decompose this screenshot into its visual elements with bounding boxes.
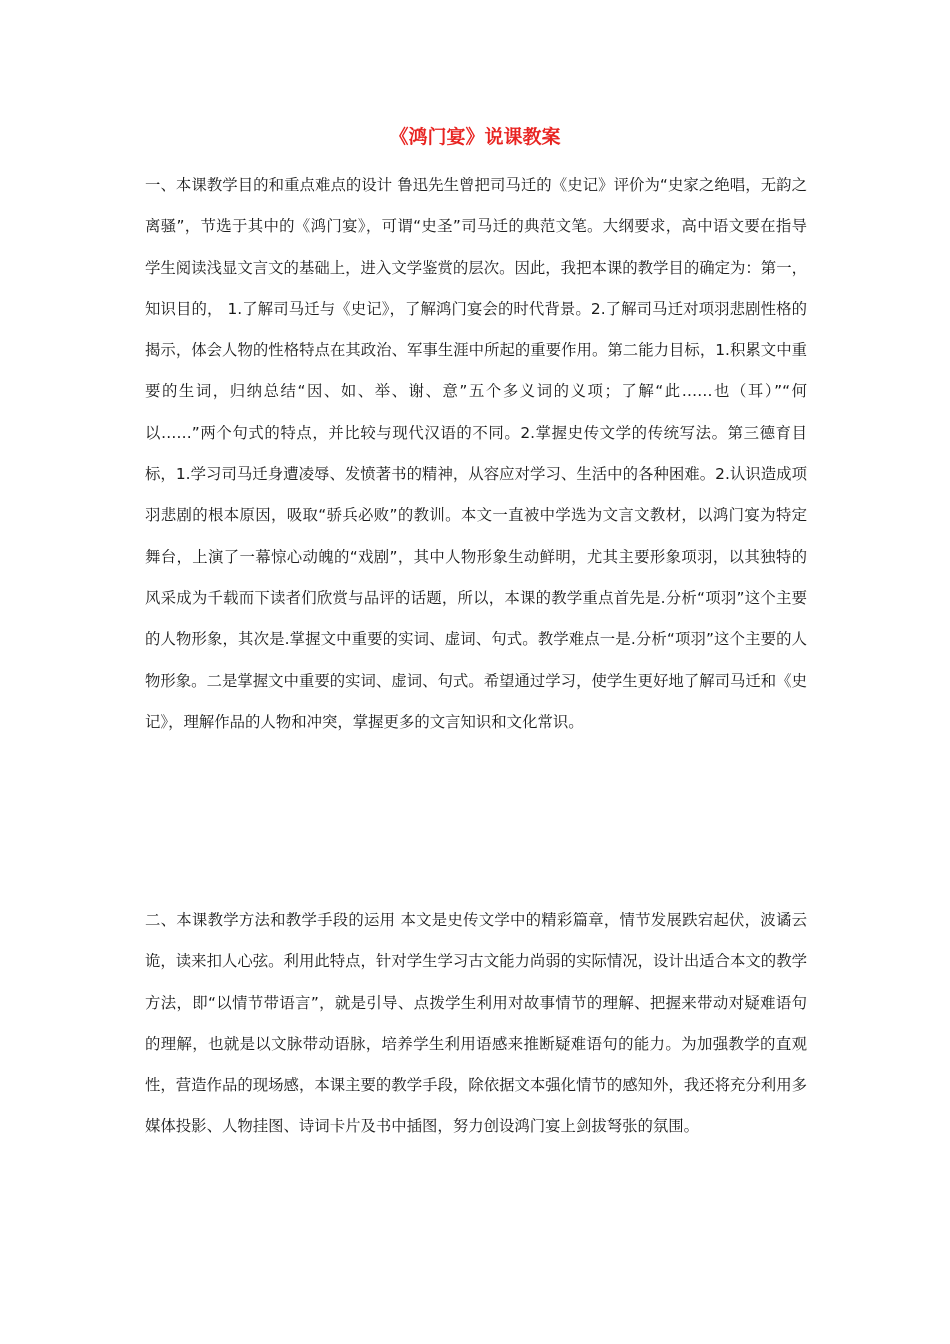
paragraph-teaching-goals: 一、本课教学目的和重点难点的设计 鲁迅先生曾把司马迁的《史记》评价为“史家之绝唱，无韵之离骚”，节选于其中的《鸿门宴》，可谓“史圣”司马迁的典范文笔。大纲要求，高中语文要在指导学生阅读浅显文言文的基础上，进入文学鉴赏的层次。因此，我把本课的教学目的确定为：第一，知识目的， 1.了解司马迁与《史记》，了解鸿门宴会的时代背景。2.了解司马迁对项羽悲剧性格的揭示，体会人物的性格特点在其政治、军事生涯中所起的重要作用。第二能力目标，1.积累文中重要的生词，归纳总结“因、如、举、谢、意”五个多义词的义项；了解“此……也（耳）”“何以……”两个句式的特点，并比较与现代汉语的不同。2.掌握史传文学的传统写法。第三德育目标，1.学习司马迁身遭凌辱、发愤著书的精神，从容应对学习、生活中的各种困难。2.认识造成项羽悲剧的根本原因，吸取“骄兵必败”的教训。本文一直被中学选为文言文教材，以鸿门宴为特定舞台，上演了一幕惊心动魄的“戏剧”，其中人物形象生动鲜明，尤其主要形象项羽，以其独特的风采成为千载而下读者们欣赏与品评的话题，所以，本课的教学重点首先是.分析“项羽”这个主要的人物形象，其次是.掌握文中重要的实词、虚词、句式。教学难点一是.分析“项羽”这个主要的人物形象。二是掌握文中重要的实词、虚词、句式。希望通过学习，使学生更好地了解司马迁和《史记》，理解作品的人物和冲突，掌握更多的文言知识和文化常识。 bbox=[145, 176, 807, 731]
paragraph-teaching-methods: 二、本课教学方法和教学手段的运用 本文是史传文学中的精彩篇章，情节发展跌宕起伏，波谲云诡，读来扣人心弦。利用此特点，针对学生学习古文能力尚弱的实际情况，设计出适合本文的教学方法，即“以情节带语言”，就是引导、点拨学生利用对故事情节的理解、把握来带动对疑难语句的理解，也就是以文脉带动语脉，培养学生利用语感来推断疑难语句的能力。为加强教学的直观性，营造作品的现场感，本课主要的教学手段，除依据文本强化情节的感知外，我还将充分利用多媒体投影、人物挂图、诗词卡片及书中插图，努力创设鸿门宴上剑拔弩张的氛围。 bbox=[145, 911, 807, 1136]
document-title: 《鸿门宴》说课教案 bbox=[389, 126, 561, 148]
